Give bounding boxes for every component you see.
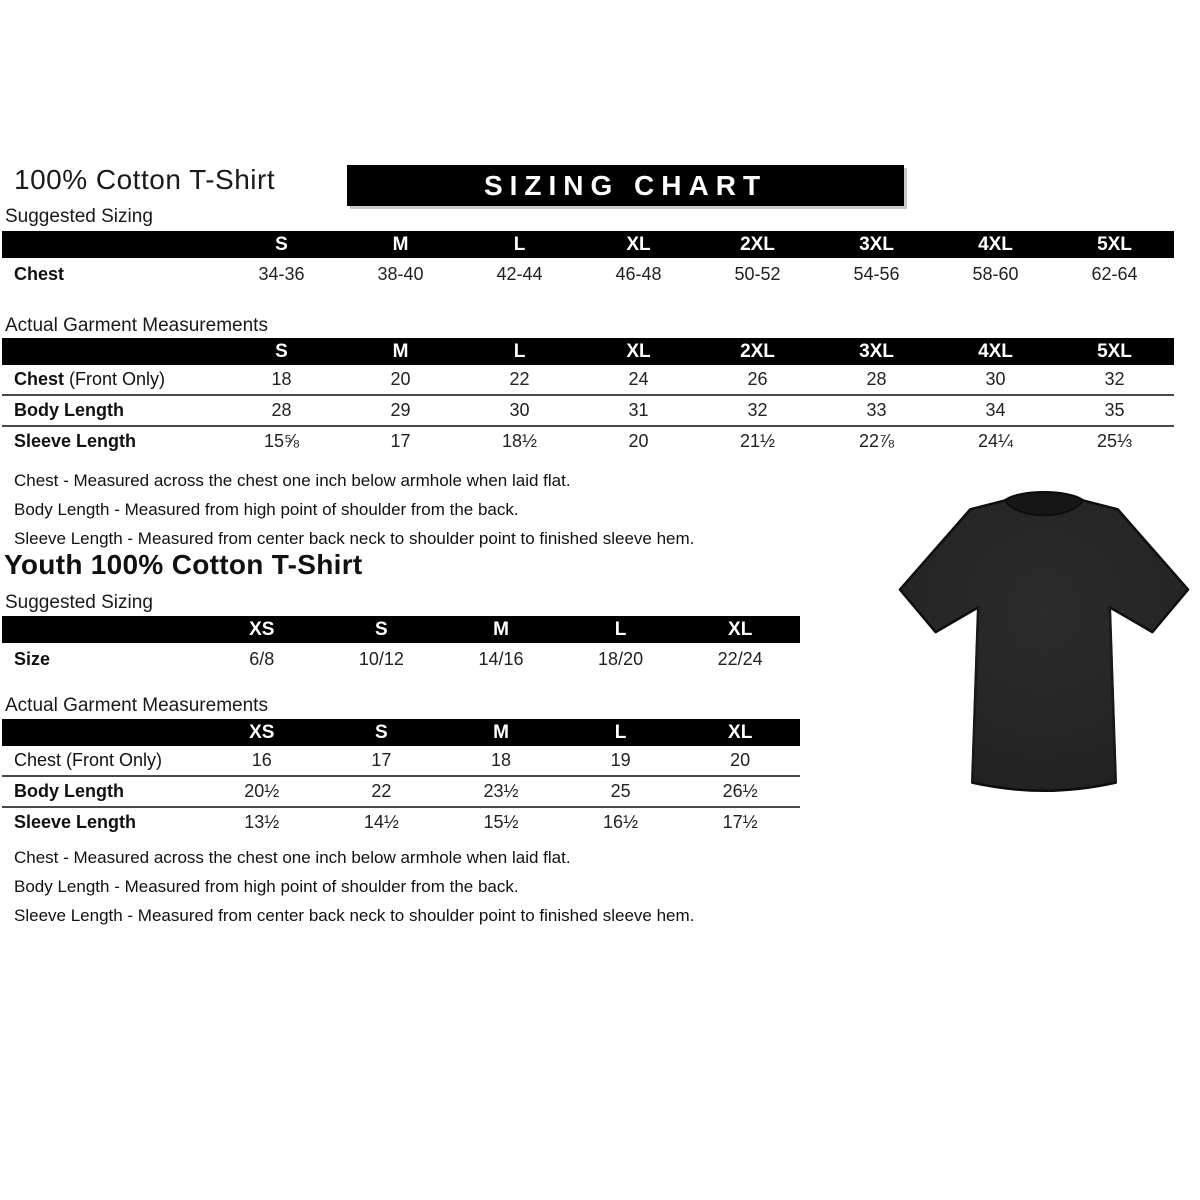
size-col-header: XL <box>728 721 753 743</box>
cell: 21½ <box>739 431 776 451</box>
cell: 17 <box>371 750 392 770</box>
youth-suggested-header-row <box>2 616 800 643</box>
page-title: 100% Cotton T-Shirt <box>14 164 276 195</box>
cell: 20 <box>628 431 649 451</box>
size-col-header: M <box>493 618 509 640</box>
cell: 54-56 <box>853 264 900 284</box>
size-col-header: XS <box>249 721 275 743</box>
table-row-body-length <box>2 775 800 806</box>
cell: 31 <box>628 400 649 420</box>
size-col-header: XL <box>626 340 651 362</box>
sizing-chart-banner <box>347 165 904 206</box>
tshirt-body <box>900 492 1188 791</box>
size-col-header: XL <box>626 233 651 255</box>
cell: 34 <box>985 400 1006 420</box>
size-col-header: 4XL <box>978 340 1013 362</box>
note-sleeve-length: Sleeve Length - Measured from center back neck to shoulder point to finished sleeve hem. <box>14 906 695 925</box>
cell: 20½ <box>244 781 280 801</box>
size-col-header: M <box>392 233 409 255</box>
cell: 30 <box>509 400 530 420</box>
cell: 10/12 <box>358 649 404 669</box>
cell: 26 <box>747 369 768 389</box>
youth-suggested-sizing-label: Suggested Sizing <box>5 592 153 613</box>
cell: 22/24 <box>717 649 763 669</box>
cell: 6/8 <box>249 649 275 669</box>
row-label <box>2 369 222 390</box>
cell: 22 <box>371 781 392 801</box>
black-tshirt-image <box>893 477 1195 812</box>
size-col-header: 3XL <box>859 340 894 362</box>
cell: 35 <box>1104 400 1125 420</box>
cell: 13½ <box>244 812 280 832</box>
cell: 22⅞ <box>858 431 895 451</box>
note-body-length: Body Length - Measured from high point of shoulder from the back. <box>14 877 519 896</box>
table-row-chest <box>2 258 1174 291</box>
note-sleeve-length: Sleeve Length - Measured from center back neck to shoulder point to finished sleeve hem. <box>14 529 695 548</box>
cell: 24 <box>628 369 649 389</box>
sizing-chart-banner-text: SIZING CHART <box>483 169 768 201</box>
cell: 28 <box>271 400 292 420</box>
adult-suggested-header-row <box>2 231 1174 258</box>
cell: 23½ <box>483 781 519 801</box>
size-col-header: 3XL <box>859 233 894 255</box>
cell: 18 <box>490 750 511 770</box>
cell: 18/20 <box>598 649 644 669</box>
row-label: Chest (Front Only) <box>14 750 163 770</box>
size-col-header: XL <box>728 618 753 640</box>
youth-actual-measurements-table <box>2 719 800 837</box>
cell: 34-36 <box>258 264 305 284</box>
size-col-header: M <box>493 721 509 743</box>
cell: 25 <box>610 781 631 801</box>
cell: 19 <box>610 750 631 770</box>
youth-measurement-notes <box>14 843 694 930</box>
cell: 33 <box>866 400 887 420</box>
cell: 46-48 <box>615 264 662 284</box>
note-chest: Chest - Measured across the chest one inch below armhole when laid flat. <box>14 471 571 490</box>
cell: 15½ <box>483 812 519 832</box>
cell: 62-64 <box>1091 264 1138 284</box>
adult-suggested-sizing-table <box>2 231 1174 291</box>
cell: 25⅓ <box>1096 431 1133 451</box>
cell: 38-40 <box>377 264 424 284</box>
youth-actual-header-row <box>2 719 800 746</box>
cell: 16 <box>251 750 272 770</box>
size-col-header: 5XL <box>1097 340 1132 362</box>
row-label: Size <box>14 649 51 669</box>
table-row-chest-front-only <box>2 365 1174 394</box>
size-col-header: 2XL <box>740 340 775 362</box>
size-col-header: L <box>614 618 627 640</box>
youth-section-title: Youth 100% Cotton T-Shirt <box>4 549 363 580</box>
adult-actual-measurements-label: Actual Garment Measurements <box>5 315 268 336</box>
adult-actual-measurements-table <box>2 338 1174 456</box>
row-label-suffix: (Front Only) <box>64 369 166 389</box>
cell: 28 <box>866 369 887 389</box>
note-chest: Chest - Measured across the chest one inch below armhole when laid flat. <box>14 848 571 867</box>
size-col-header: S <box>275 340 288 362</box>
note-body-length: Body Length - Measured from high point of shoulder from the back. <box>14 500 519 519</box>
adult-measurement-notes <box>14 466 694 553</box>
size-col-header: 4XL <box>978 233 1013 255</box>
size-col-header: XS <box>249 618 275 640</box>
cell: 30 <box>985 369 1006 389</box>
size-col-header: S <box>375 618 388 640</box>
table-row-size <box>2 643 800 676</box>
cell: 32 <box>747 400 768 420</box>
size-col-header: L <box>513 233 526 255</box>
size-col-header: S <box>275 233 288 255</box>
cell: 15⅝ <box>263 431 300 451</box>
row-label: Body Length <box>14 400 124 420</box>
adult-actual-header-row <box>2 338 1174 365</box>
size-col-header: S <box>375 721 388 743</box>
cell: 20 <box>390 369 411 389</box>
cell: 14½ <box>363 812 399 832</box>
cell: 17 <box>390 431 411 451</box>
row-label: Body Length <box>14 781 124 801</box>
cell: 18½ <box>501 431 538 451</box>
cell: 16½ <box>603 812 639 832</box>
cell: 24¼ <box>977 431 1014 451</box>
cell: 50-52 <box>734 264 781 284</box>
row-label: Chest <box>14 264 65 284</box>
adult-suggested-sizing-label: Suggested Sizing <box>5 206 153 227</box>
size-col-header: 2XL <box>740 233 775 255</box>
cell: 22 <box>509 369 530 389</box>
youth-actual-measurements-label: Actual Garment Measurements <box>5 695 268 716</box>
table-row-chest-front-only <box>2 746 800 775</box>
size-col-header: L <box>513 340 526 362</box>
size-col-header: L <box>614 721 627 743</box>
table-row-sleeve-length <box>2 806 800 837</box>
cell: 17½ <box>722 812 758 832</box>
cell: 20 <box>730 750 751 770</box>
table-row-sleeve-length <box>2 425 1174 456</box>
row-label: Sleeve Length <box>14 812 137 832</box>
size-col-header: M <box>392 340 409 362</box>
cell: 14/16 <box>478 649 524 669</box>
size-col-header: 5XL <box>1097 233 1132 255</box>
cell: 29 <box>390 400 411 420</box>
table-row-body-length <box>2 394 1174 425</box>
cell: 32 <box>1104 369 1125 389</box>
cell: 58-60 <box>972 264 1019 284</box>
cell: 42-44 <box>496 264 543 284</box>
youth-suggested-sizing-table <box>2 616 800 676</box>
row-label-main: Chest <box>14 369 65 389</box>
cell: 26½ <box>722 781 758 801</box>
cell: 18 <box>271 369 292 389</box>
row-label: Sleeve Length <box>14 431 137 451</box>
